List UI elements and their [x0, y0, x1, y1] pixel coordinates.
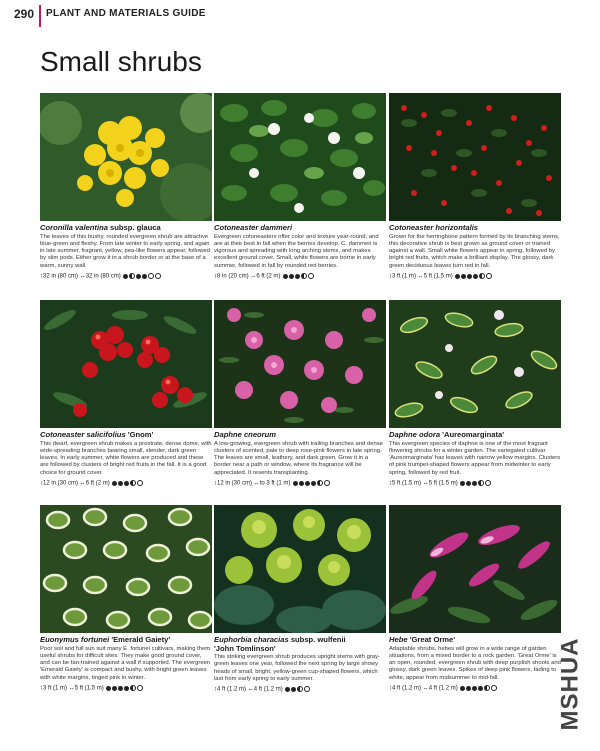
symbol-icon — [112, 481, 117, 486]
symbol-icon — [112, 686, 117, 691]
plant-photo — [214, 505, 386, 633]
plant-photo — [40, 505, 212, 633]
plant-stats: ↕8 in (20 cm) ↔6 ft (2 m) — [214, 273, 386, 280]
symbol-icon — [455, 274, 460, 279]
yellow-flowers-icon — [40, 93, 212, 221]
plant-stats: ↕3 ft (1 m) ↔5 ft (1.5 m) — [389, 273, 561, 280]
symbol-icon — [478, 480, 484, 486]
header-rule — [39, 5, 41, 27]
symbol-icon — [142, 274, 147, 279]
symbol-icon — [301, 273, 307, 279]
plant-stats: ↕4 ft (1.2 m) ↔4 ft (1.2 m) — [389, 685, 561, 692]
plant-photo — [40, 300, 212, 428]
symbol-icon — [485, 480, 491, 486]
symbol-icon — [291, 687, 296, 692]
plant-photo — [389, 505, 561, 633]
symbol-icon — [486, 273, 492, 279]
plant-card — [389, 93, 561, 280]
red-berry-clusters-icon — [40, 300, 212, 428]
plant-name: Daphne cneorum — [214, 430, 277, 439]
symbol-icon — [478, 686, 483, 691]
symbol-icon — [123, 274, 128, 279]
symbol-icon — [324, 480, 330, 486]
symbol-icon — [106, 686, 111, 691]
plant-description: Evergreen cotoneasters offer color and texture year-round, and are at their best in fall when the berries develop. C. dammeri is vigorous and spreading with long arching stems, and makes excellent ground cover. Small, white flowers are borne in early summer, followed in fall by rounded red berries. — [214, 233, 379, 269]
plant-name: Daphne odora 'Aureomarginata' — [389, 430, 505, 439]
plant-description: This evergreen species of daphne is one of the most fragrant flowering shrubs for a winter garden. The variegated cultivar 'Aureomarginata' has leaves with narrow yellow margins. Clusters of pink trumpet-shaped flowers appear from midwinter to early spring, followed by red fruit. — [389, 440, 561, 476]
plant-stats: ↕12 in (30 cm) ↔to 3 ft (1 m) — [214, 480, 386, 487]
symbol-icon — [283, 274, 288, 279]
watermark: MSHUA — [556, 637, 584, 731]
symbol-icon — [473, 274, 478, 279]
page-number: 290 — [14, 7, 35, 21]
plant-description: Poor soil and full sun suit many E. fortunei cultivars, making them useful shrubs for difficult sites. They make good ground cover, and can be fan-trained against a wall if supported. The evergreen 'Emerald Gaiety' is compact and bushy, with bright green leaves with white margins, tinged pink in winter. — [40, 645, 211, 681]
red-berries-icon — [389, 93, 561, 221]
symbol-icon — [308, 273, 314, 279]
symbol-icon — [289, 274, 294, 279]
plant-card — [40, 300, 212, 487]
symbol-icon — [293, 481, 298, 486]
symbol-icon — [130, 480, 136, 486]
symbol-icon — [136, 274, 141, 279]
plant-photo — [389, 300, 561, 428]
plant-name: Coronilla valentina subsp. glauca — [40, 223, 161, 232]
plant-name: Cotoneaster salicifolius 'Gnom' — [40, 430, 154, 439]
pink-spikes-icon — [389, 505, 561, 633]
symbol-icon — [484, 685, 490, 691]
symbol-icon — [297, 686, 303, 692]
plant-card — [214, 505, 386, 693]
plant-stats: ↕3 ft (1 m) ↔5 ft (1.5 m) — [40, 685, 212, 692]
page-title: Small shrubs — [40, 46, 202, 77]
symbol-icon — [124, 481, 129, 486]
symbol-icon — [460, 481, 465, 486]
symbol-icon — [118, 481, 123, 486]
plant-card — [214, 300, 386, 487]
plant-stats: ↕32 in (80 cm) ↔32 in (80 cm) — [40, 273, 212, 280]
plant-description: Adaptable shrubs, hebes will grow in a wide range of garden situations, from a mixed border to a rock garden. 'Great Orme' is an open, rounded, evergreen shrub with deep purplish shoots and glossy, dark green leaves. Spikes of deep pink flowers, fading to white, appear from midsummer to mid-fall. — [389, 645, 561, 681]
plant-photo — [40, 93, 212, 221]
section-title: PLANT AND MATERIALS GUIDE — [46, 8, 206, 19]
symbol-icon — [137, 480, 143, 486]
pink-flowers-icon — [214, 300, 386, 428]
symbol-icon — [460, 686, 465, 691]
symbol-icon — [479, 273, 485, 279]
plant-description: Grown for the herringbone pattern formed by its branching stems, this decorative shrub is best grown as ground cover or trained against a wall. Small white flowers appear in spring, followed by bright red fruits, which make a brilliant display. The glossy, dark green deciduous leaves turn red in fall. — [389, 233, 560, 269]
symbol-icon — [467, 274, 472, 279]
symbol-icon — [130, 685, 136, 691]
plant-card — [389, 300, 561, 487]
white-edged-leaves-icon — [40, 505, 212, 633]
symbol-icon — [124, 686, 129, 691]
plant-name: Euphorbia characias subsp. wulfenii 'John Tomlinson' — [214, 635, 346, 653]
plant-description: A low-growing, evergreen shrub with trailing branches and dense clusters of scented, pale to deep rose-pink flowers in late spring. The leaves are small, leathery, and dark green. Grow it in a border near a path or window, where its fragrance will be appreciated. It resents transplanting. — [214, 440, 383, 476]
white-flowers-foliage-icon — [214, 93, 386, 221]
symbol-icon — [472, 686, 477, 691]
plant-photo — [389, 93, 561, 221]
symbol-icon — [285, 687, 290, 692]
symbol-icon — [311, 481, 316, 486]
plant-card — [40, 93, 212, 280]
symbol-icon — [472, 481, 477, 486]
plant-name: Cotoneaster dammeri — [214, 223, 293, 232]
plant-description: The leaves of this bushy, rounded evergreen shrub are attractive blue-green and fleshy. From late winter to early spring, and again in late summer, fragrant, yellow, pea-like flowers appear, followed by slim pods. Either grow it in a shrub border or at the base of a warm, sunny wall. — [40, 233, 210, 269]
plant-stats: ↕12 in (30 cm) ↔6 ft (2 m) — [40, 480, 212, 487]
plant-photo — [214, 93, 386, 221]
plant-description: This dwarf, evergreen shrub makes a prostrate, dense dome, with wide-spreading branches bearing small, slender, dark green leaves. In early summer, white flowers are produced and these are followed by clusters of bright red fruits in the fall. It is a good choice for ground cover. — [40, 440, 212, 476]
symbol-icon — [317, 480, 323, 486]
symbol-icon — [305, 481, 310, 486]
symbol-icon — [491, 685, 497, 691]
plant-card — [214, 93, 386, 280]
variegated-foliage-icon — [389, 300, 561, 428]
symbol-icon — [466, 686, 471, 691]
plant-card — [389, 505, 561, 692]
plant-stats: ↕4 ft (1.2 m) ↔4 ft (1.2 m) — [214, 686, 386, 693]
plant-description: This striking evergreen shrub produces upright stems with gray-green leaves one year, followed the next spring by large showy heads of small, bright, yellow-green cup-shaped flowers, which last from early spring to early summer. — [214, 654, 380, 683]
plant-stats: ↕5 ft (1.5 m) ↔5 ft (1.5 m) — [389, 480, 561, 487]
plant-name: Euonymus fortunei 'Emerald Gaiety' — [40, 635, 171, 644]
plant-name: Cotoneaster horizontalis — [389, 223, 479, 232]
plant-card — [40, 505, 212, 692]
symbol-icon — [295, 274, 300, 279]
page-header — [0, 0, 600, 34]
symbol-icon — [137, 685, 143, 691]
symbol-icon — [304, 686, 310, 692]
symbol-icon — [155, 273, 161, 279]
symbol-icon — [129, 273, 135, 279]
plant-name: Hebe 'Great Orme' — [389, 635, 456, 644]
symbol-icon — [299, 481, 304, 486]
symbol-icon — [118, 686, 123, 691]
symbol-icon — [461, 274, 466, 279]
symbol-icon — [466, 481, 471, 486]
euphorbia-icon — [214, 505, 386, 633]
symbol-icon — [148, 273, 154, 279]
plant-photo — [214, 300, 386, 428]
